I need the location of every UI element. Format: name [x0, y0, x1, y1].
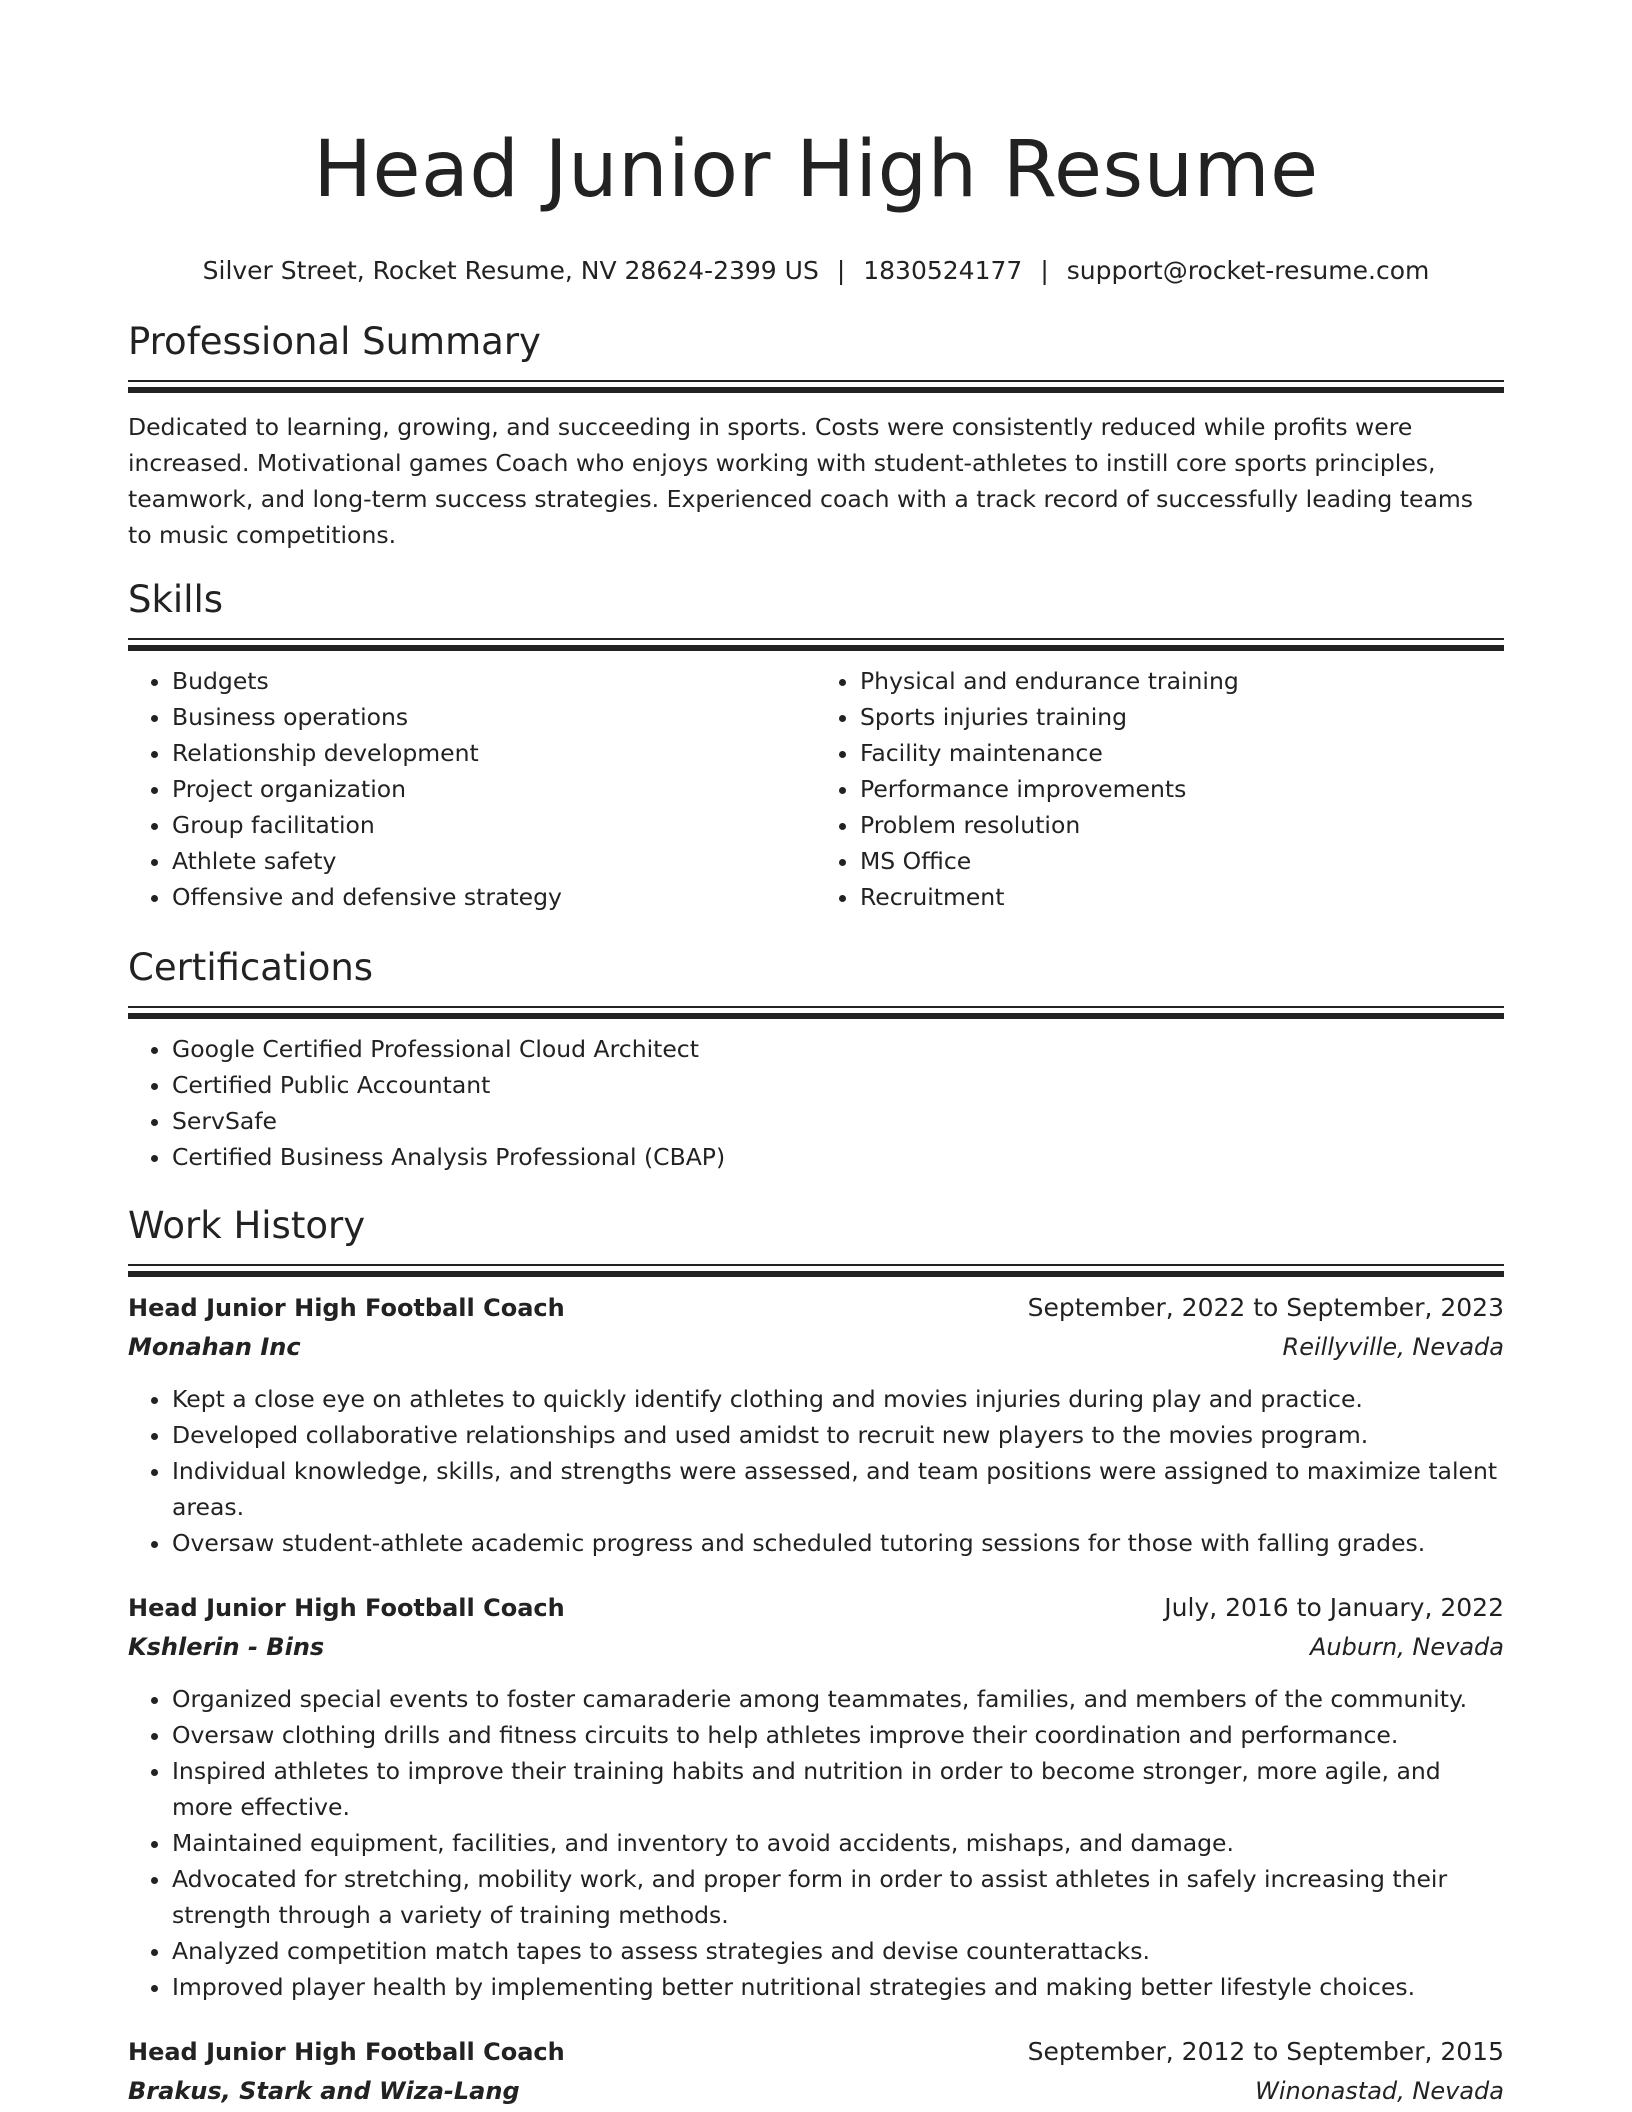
skill-item: • Group facilitation: [172, 807, 816, 843]
certifications-list: [128, 1031, 1504, 1175]
section-title-skills: Skills: [128, 578, 224, 621]
job-header: [128, 1589, 1504, 1627]
skill-item: • Offensive and defensive strategy: [172, 879, 816, 915]
section-divider: [128, 638, 1504, 643]
skills-list-right: [816, 663, 1504, 915]
job-bullet: • Inspired athletes to improve their training habits and nutrition in order to become stronger, more agile, and more effective.: [172, 1753, 1504, 1825]
job-company: Brakus, Stark and Wiza-Lang: [128, 2077, 520, 2105]
job-bullet: • Advocated for stretching, mobility work, and proper form in order to assist athletes in safely increasing their strength through a variety of training methods.: [172, 1861, 1504, 1933]
certification-item: • Certified Business Analysis Professional (CBAP): [172, 1139, 1504, 1175]
job-entry: [128, 2033, 1504, 2111]
section-title-certifications: Certifications: [128, 946, 374, 989]
work-history-section: [128, 1202, 1504, 2111]
certification-item: • Google Certified Professional Cloud Architect: [172, 1031, 1504, 1067]
job-location: Reillyville, Nevada: [1282, 1333, 1504, 1361]
contact-separator: |: [836, 256, 846, 285]
job-title: Head Junior High Football Coach: [128, 2038, 565, 2066]
job-company: Kshlerin - Bins: [128, 1633, 325, 1661]
job-bullets: [128, 1681, 1504, 2005]
section-title-summary: Professional Summary: [128, 320, 541, 363]
job-title: Head Junior High Football Coach: [128, 1294, 565, 1322]
job-entry: [128, 1289, 1504, 1561]
certifications-section: [128, 944, 1504, 1175]
skill-item: • Business operations: [172, 699, 816, 735]
job-company: Monahan Inc: [128, 1333, 301, 1361]
job-subheader: [128, 2071, 1504, 2111]
job-location: Winonastad, Nevada: [1255, 2077, 1504, 2105]
job-dates: September, 2012 to September, 2015: [1027, 2037, 1504, 2066]
contact-separator: |: [1040, 256, 1049, 285]
job-dates: September, 2022 to September, 2023: [1027, 1293, 1504, 1322]
skill-item: • Sports injuries training: [860, 699, 1504, 735]
job-bullet: • Individual knowledge, skills, and strengths were assessed, and team positions were assigned to maximize talent areas.: [172, 1453, 1504, 1525]
job-bullet: • Organized special events to foster camaraderie among teammates, families, and members of the community.: [172, 1681, 1504, 1717]
job-entry: [128, 1589, 1504, 2005]
skill-item: • Athlete safety: [172, 843, 816, 879]
summary-text: Dedicated to learning, growing, and succeeding in sports. Costs were consistently reduced while profits were increased. Motivational games Coach who enjoys working with student-athletes to instill core sports principles, teamwork, and long-term success strategies. Experienced coach with a track record of successfully leading teams to music competitions.: [128, 413, 1474, 549]
skill-item: • Budgets: [172, 663, 816, 699]
contact-email[interactable]: support@rocket-resume.com: [1066, 256, 1430, 285]
job-header: [128, 1289, 1504, 1327]
job-bullet: • Kept a close eye on athletes to quickly identify clothing and movies injuries during play and practice.: [172, 1381, 1504, 1417]
certification-item: • Certified Public Accountant: [172, 1067, 1504, 1103]
job-header: [128, 2033, 1504, 2071]
section-divider: [128, 380, 1504, 385]
job-dates: July, 2016 to January, 2022: [1164, 1593, 1504, 1622]
job-subheader: [128, 1627, 1504, 1667]
section-divider: [128, 1264, 1504, 1269]
skill-item: • MS Office: [860, 843, 1504, 879]
job-bullet: • Oversaw clothing drills and fitness circuits to help athletes improve their coordination and performance.: [172, 1717, 1504, 1753]
skills-columns: [128, 663, 1504, 915]
certification-item: • ServSafe: [172, 1103, 1504, 1139]
job-location: Auburn, Nevada: [1310, 1633, 1504, 1661]
skill-item: • Relationship development: [172, 735, 816, 771]
job-bullet: • Improved player health by implementing better nutritional strategies and making better lifestyle choices.: [172, 1969, 1504, 2005]
summary-section: [128, 318, 1504, 553]
skill-item: • Project organization: [172, 771, 816, 807]
job-bullet: • Maintained equipment, facilities, and inventory to avoid accidents, mishaps, and damage.: [172, 1825, 1504, 1861]
job-title: Head Junior High Football Coach: [128, 1594, 565, 1622]
section-divider: [128, 1006, 1504, 1011]
section-title-work-history: Work History: [128, 1204, 366, 1247]
skill-item: • Recruitment: [860, 879, 1504, 915]
skills-list-left: [128, 663, 816, 915]
skill-item: • Problem resolution: [860, 807, 1504, 843]
job-bullet: • Oversaw student-athlete academic progress and scheduled tutoring sessions for those with falling grades.: [172, 1525, 1504, 1561]
resume-title: Head Junior High Resume: [313, 125, 1319, 215]
skill-item: • Facility maintenance: [860, 735, 1504, 771]
job-bullet: • Analyzed competition match tapes to assess strategies and devise counterattacks.: [172, 1933, 1504, 1969]
job-bullets: [128, 1381, 1504, 1561]
contact-address: Silver Street, Rocket Resume, NV 28624-2399 US: [202, 256, 819, 285]
skills-section: [128, 576, 1504, 915]
skill-item: • Performance improvements: [860, 771, 1504, 807]
job-bullet: • Developed collaborative relationships and used amidst to recruit new players to the movies program.: [172, 1417, 1504, 1453]
contact-line: [128, 254, 1504, 288]
job-subheader: [128, 1327, 1504, 1367]
skill-item: • Physical and endurance training: [860, 663, 1504, 699]
contact-phone: 1830524177: [863, 256, 1023, 285]
